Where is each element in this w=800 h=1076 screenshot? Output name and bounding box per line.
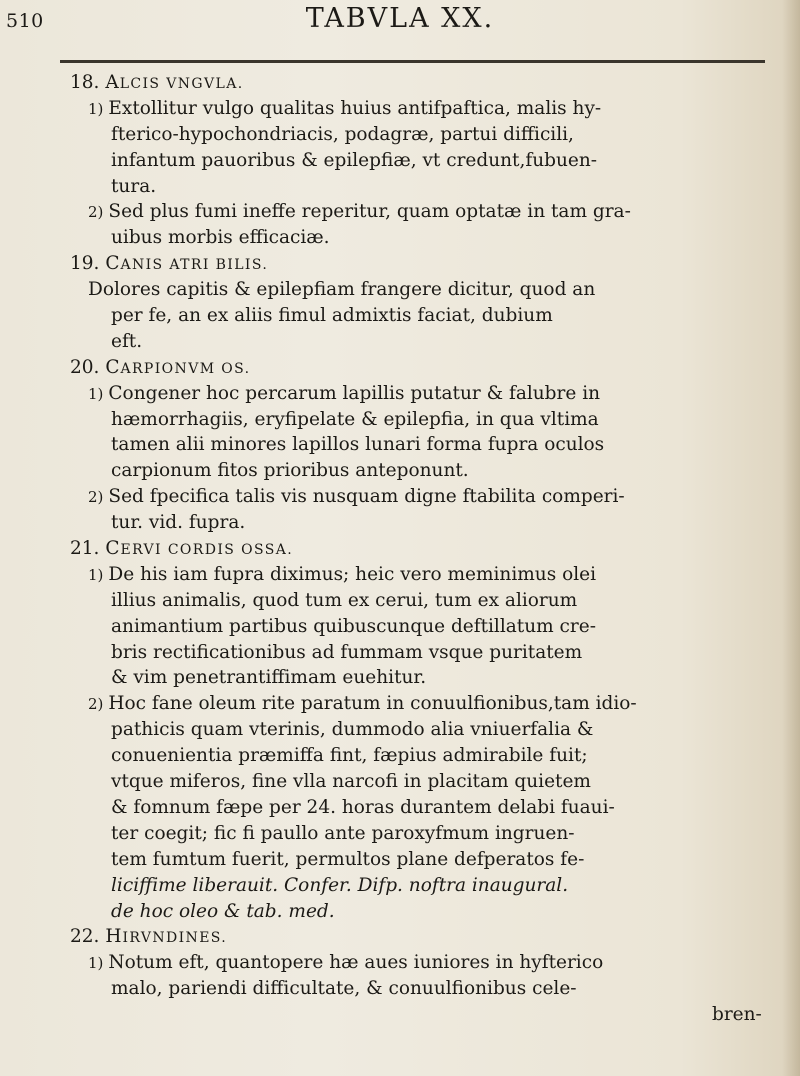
paragraph-line: pathicis quam vterinis, dummodo alia vniuerfalia & [111, 719, 594, 741]
paragraph-line: 1) De his iam fupra diximus; heic vero meminimus olei [88, 563, 596, 585]
paragraph-line: per fe, an ex aliis fimul admixtis faciat, dubium [111, 305, 553, 327]
paragraph-line: Dolores capitis & epilepfiam frangere dicitur, quod an [88, 279, 596, 301]
paragraph-line: bris rectificationibus ad fummam vsque puritatem [111, 641, 583, 663]
text-block [0, 70, 800, 1028]
paragraph-line: & fomnum fæpe per 24. horas durantem delabi fuaui- [111, 796, 615, 818]
entry-heading: 22. HIRVNDINES. [70, 926, 228, 948]
paragraph-line: 1) Congener hoc percarum lapillis putatur & falubre in [88, 382, 601, 404]
paragraph-line: tem fumtum fuerit, permultos plane defperatos fe- [111, 848, 585, 870]
entry-heading: 20. CARPIONVM OS. [70, 356, 251, 378]
entry-heading: 18. ALCIS VNGVLA. [70, 72, 244, 93]
paragraph-line: tur. vid. fupra. [111, 512, 246, 534]
paragraph-line: ter coegit; fic fi paullo ante paroxyfmum ingruen- [111, 822, 575, 844]
paragraph-line: infantum pauoribus & epilepfiæ, vt credunt,fubuen- [111, 149, 598, 171]
paragraph-line: conuenientia præmiffa fint, fæpius admirabile fuit; [111, 745, 588, 767]
paragraph-line: eft. [111, 330, 143, 352]
paragraph-line: 2) Sed plus fumi ineffe reperitur, quam optatæ in tam gra- [88, 201, 631, 223]
paragraph-line: 2) Hoc fane oleum rite paratum in conuulfionibus,tam idio- [88, 693, 637, 715]
paragraph-line: liciffime liberauit. Confer. Difp. noftra inaugural. [111, 874, 569, 896]
entry-heading: 19. CANIS ATRI BILIS. [70, 253, 269, 275]
page-number: 510 [6, 10, 44, 32]
paragraph-line: & vim penetrantiffimam euehitur. [111, 667, 427, 689]
paragraph-line: 1) Extollitur vulgo qualitas huius antifpaftica, malis hy- [88, 97, 602, 119]
header-rule [60, 60, 765, 63]
paragraph-line: animantium partibus quibuscunque deftillatum cre- [111, 615, 596, 637]
paragraph-line: illius animalis, quod tum ex cerui, tum ex aliorum [111, 589, 578, 611]
paragraph-line: tamen alii minores lapillos lunari forma fupra oculos [111, 434, 605, 456]
entry-heading: 21. CERVI CORDIS OSSA. [70, 538, 294, 560]
paragraph-line: 2) Sed fpecifica talis vis nusquam digne ftabilita comperi- [88, 486, 625, 508]
paragraph-line: hæmorrhagiis, eryfipelate & epilepfia, in qua vltima [111, 408, 599, 430]
paragraph-line: de hoc oleo & tab. med. [111, 900, 335, 922]
paragraph-line: carpionum fitos prioribus anteponunt. [111, 460, 469, 482]
paragraph-line: 1) Notum eft, quantopere hæ aues iuniores in hyfterico [88, 952, 604, 974]
paragraph-line: vtque miferos, fine vlla narcofi in placitam quietem [111, 771, 591, 793]
paragraph-line: tura. [111, 175, 157, 197]
running-head: TABVLA XX. [305, 3, 495, 34]
paragraph-line: fterico-hypochondriacis, podagræ, partui difficili, [111, 123, 574, 145]
paragraph-line: uibus morbis efficaciæ. [111, 227, 330, 249]
paragraph-line: malo, pariendi difficultate, & conuulfionibus cele- [111, 978, 577, 1000]
paragraph-line: bren- [712, 1004, 762, 1026]
